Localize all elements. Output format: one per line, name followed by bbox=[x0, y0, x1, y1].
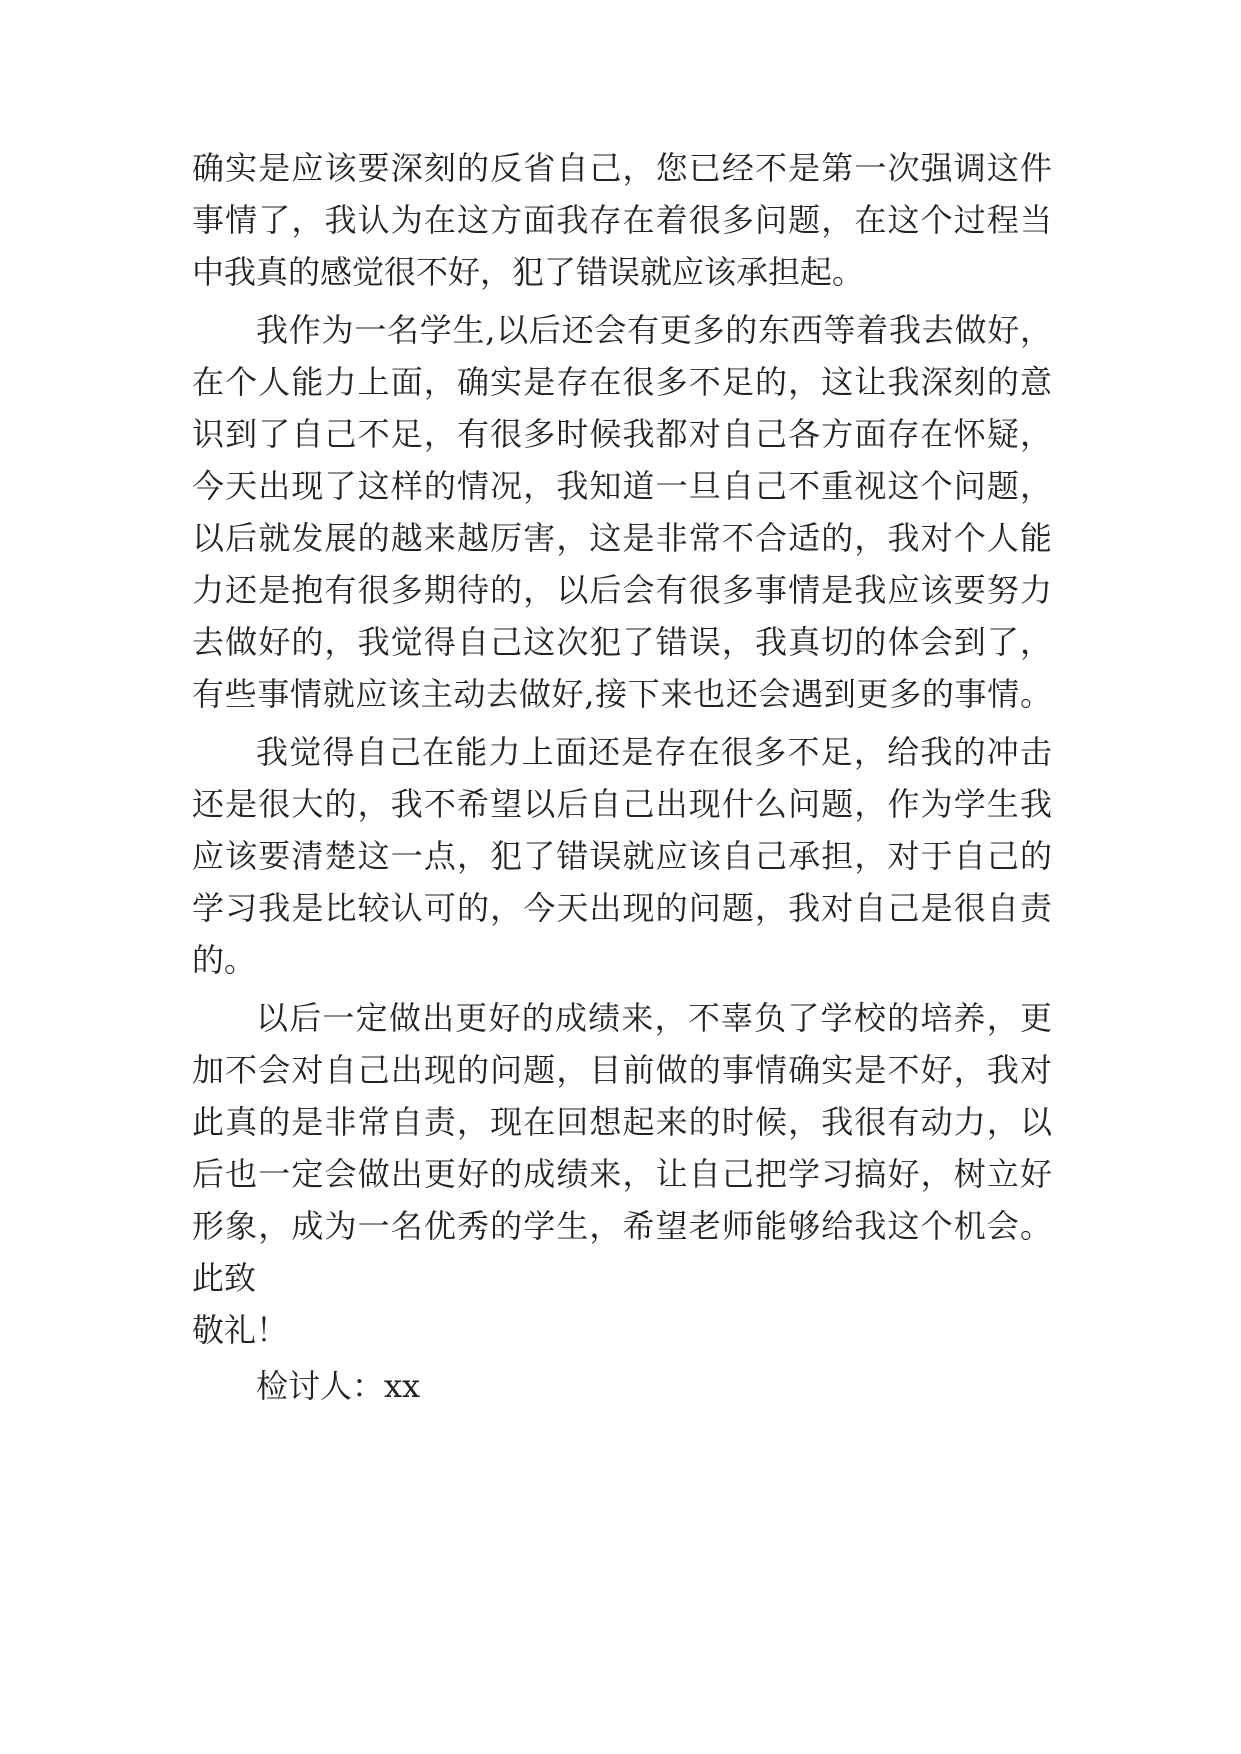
body-line: 形象，成为一名优秀的学生，希望老师能够给我这个机会。 bbox=[192, 1207, 1052, 1245]
body-line: 事情了，我认为在这方面我存在着很多问题，在这个过程当 bbox=[192, 201, 1052, 239]
body-line: 在个人能力上面，确实是存在很多不足的，这让我深刻的意 bbox=[192, 363, 1052, 401]
body-line: 此真的是非常自责，现在回想起来的时候，我很有动力，以 bbox=[192, 1103, 1052, 1141]
body-line: 还是很大的，我不希望以后自己出现什么问题，作为学生我 bbox=[192, 785, 1052, 823]
body-line: 去做好的，我觉得自己这次犯了错误，我真切的体会到了， bbox=[192, 623, 1052, 661]
body-line: 确实是应该要深刻的反省自己，您已经不是第一次强调这件 bbox=[192, 149, 1052, 187]
body-line: 我作为一名学生,以后还会有更多的东西等着我去做好， bbox=[256, 311, 1052, 349]
body-line: 后也一定会做出更好的成绩来，让自己把学习搞好，树立好 bbox=[192, 1155, 1052, 1193]
body-line: 中我真的感觉很不好，犯了错误就应该承担起。 bbox=[192, 253, 865, 291]
body-line: 今天出现了这样的情况，我知道一旦自己不重视这个问题， bbox=[192, 467, 1052, 505]
body-line: 的。 bbox=[192, 941, 257, 979]
body-line: 以后一定做出更好的成绩来，不辜负了学校的培养，更 bbox=[256, 999, 1052, 1037]
body-line: 我觉得自己在能力上面还是存在很多不足，给我的冲击 bbox=[256, 733, 1052, 771]
body-line: 以后就发展的越来越厉害，这是非常不合适的，我对个人能 bbox=[192, 519, 1052, 557]
closing-regards: 敬礼！ bbox=[192, 1311, 289, 1349]
body-line: 力还是抱有很多期待的，以后会有很多事情是我应该要努力 bbox=[192, 571, 1052, 609]
signature-line: 检讨人：xx bbox=[256, 1367, 421, 1405]
body-line: 应该要清楚这一点，犯了错误就应该自己承担，对于自己的 bbox=[192, 837, 1052, 875]
body-line: 有些事情就应该主动去做好,接下来也还会遇到更多的事情。 bbox=[192, 675, 1052, 713]
body-line: 识到了自己不足，有很多时候我都对自己各方面存在怀疑， bbox=[192, 415, 1052, 453]
body-line: 学习我是比较认可的，今天出现的问题，我对自己是很自责 bbox=[192, 889, 1052, 927]
body-line: 加不会对自己出现的问题，目前做的事情确实是不好，我对 bbox=[192, 1051, 1052, 1089]
closing-salutation: 此致 bbox=[192, 1259, 257, 1297]
